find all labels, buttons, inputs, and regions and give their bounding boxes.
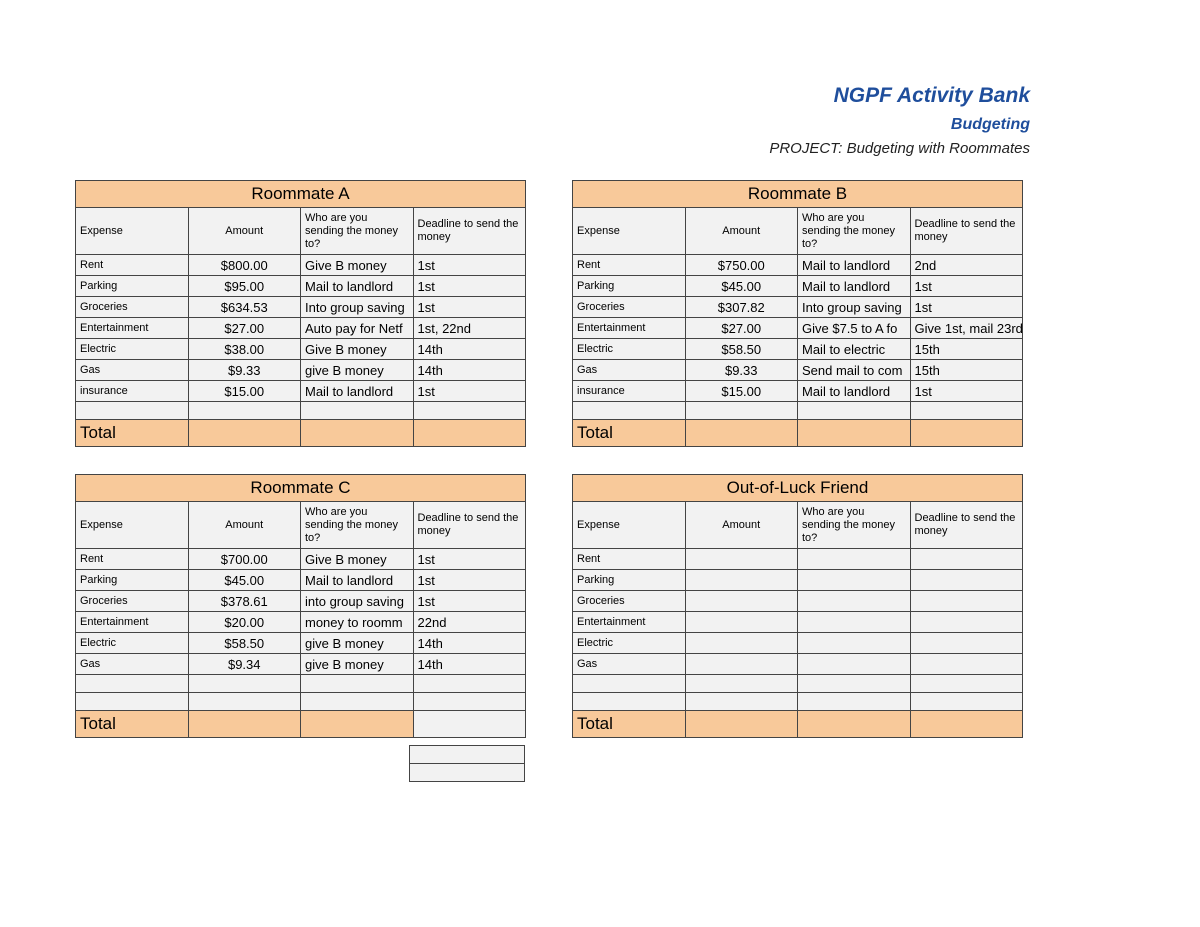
- total-cell[interactable]: [413, 420, 526, 447]
- recipient-cell[interactable]: Mail to landlord: [798, 276, 911, 297]
- table-title: Roommate A: [76, 181, 526, 208]
- expense-header: Expense: [76, 208, 189, 255]
- recipient-cell[interactable]: give B money: [301, 633, 414, 654]
- recipient-cell[interactable]: Mail to landlord: [301, 381, 414, 402]
- recipient-cell[interactable]: Give B money: [301, 549, 414, 570]
- roommate-a-table: [75, 180, 526, 447]
- deadline-cell[interactable]: 1st: [413, 297, 526, 318]
- amount-cell[interactable]: [685, 675, 798, 693]
- deadline-cell[interactable]: [910, 402, 1023, 420]
- table-row: [76, 633, 526, 654]
- expense-cell[interactable]: Gas: [573, 360, 686, 381]
- total-cell[interactable]: [798, 420, 911, 447]
- budget-table: [572, 474, 1023, 738]
- table-row: [573, 654, 1023, 675]
- amount-cell[interactable]: [188, 693, 301, 711]
- total-cell[interactable]: [685, 711, 798, 738]
- expense-cell[interactable]: Rent: [573, 255, 686, 276]
- total-cell[interactable]: [188, 711, 301, 738]
- deadline-header: Deadline to send the money: [910, 502, 1023, 549]
- total-cell[interactable]: [301, 711, 414, 738]
- expense-cell[interactable]: Gas: [573, 654, 686, 675]
- budget-table: [572, 180, 1023, 447]
- deadline-cell[interactable]: [910, 570, 1023, 591]
- table-title: Roommate B: [573, 181, 1023, 208]
- deadline-cell[interactable]: [910, 591, 1023, 612]
- table-row: [76, 612, 526, 633]
- expense-cell[interactable]: Gas: [76, 654, 189, 675]
- table-row: [573, 591, 1023, 612]
- table-row: [573, 339, 1023, 360]
- table-title: Roommate C: [76, 475, 526, 502]
- recipient-cell[interactable]: [798, 633, 911, 654]
- deadline-cell[interactable]: 14th: [413, 633, 526, 654]
- total-cell[interactable]: [413, 711, 526, 738]
- expense-header: Expense: [573, 208, 686, 255]
- recipient-cell[interactable]: Mail to landlord: [798, 381, 911, 402]
- deadline-cell[interactable]: 1st: [413, 255, 526, 276]
- expense-cell[interactable]: Groceries: [573, 591, 686, 612]
- amount-cell[interactable]: $700.00: [188, 549, 301, 570]
- recipient-cell[interactable]: [301, 675, 414, 693]
- deadline-cell[interactable]: 14th: [413, 339, 526, 360]
- expense-cell[interactable]: [76, 693, 189, 711]
- table-row: [573, 675, 1023, 693]
- amount-cell[interactable]: $800.00: [188, 255, 301, 276]
- expense-cell[interactable]: [76, 675, 189, 693]
- amount-cell[interactable]: $15.00: [188, 381, 301, 402]
- table-row: [76, 570, 526, 591]
- table-row: [76, 381, 526, 402]
- expense-cell[interactable]: [573, 675, 686, 693]
- table-row: [573, 318, 1023, 339]
- expense-cell[interactable]: insurance: [573, 381, 686, 402]
- amount-cell[interactable]: [685, 612, 798, 633]
- deadline-cell[interactable]: 1st: [413, 591, 526, 612]
- amount-cell[interactable]: $45.00: [685, 276, 798, 297]
- deadline-header: Deadline to send the money: [413, 502, 526, 549]
- amount-cell[interactable]: [188, 675, 301, 693]
- expense-cell[interactable]: Groceries: [76, 591, 189, 612]
- deadline-header: Deadline to send the money: [910, 208, 1023, 255]
- expense-cell[interactable]: Parking: [573, 570, 686, 591]
- deadline-cell[interactable]: [910, 612, 1023, 633]
- deadline-cell[interactable]: 14th: [413, 654, 526, 675]
- expense-cell[interactable]: Entertainment: [573, 318, 686, 339]
- amount-cell[interactable]: [685, 654, 798, 675]
- recipient-cell[interactable]: money to roomm: [301, 612, 414, 633]
- amount-cell[interactable]: $95.00: [188, 276, 301, 297]
- deadline-cell[interactable]: 1st: [910, 381, 1023, 402]
- amount-header: Amount: [188, 502, 301, 549]
- recipient-header: Who are you sending the money to?: [798, 502, 911, 549]
- out-of-luck-friend-table: [572, 474, 1023, 738]
- deadline-header: Deadline to send the money: [413, 208, 526, 255]
- recipient-cell[interactable]: [798, 570, 911, 591]
- recipient-cell[interactable]: into group saving: [301, 591, 414, 612]
- expense-header: Expense: [573, 502, 686, 549]
- amount-cell[interactable]: [685, 633, 798, 654]
- deadline-cell[interactable]: [910, 549, 1023, 570]
- expense-cell[interactable]: Electric: [76, 633, 189, 654]
- total-cell[interactable]: [910, 711, 1023, 738]
- table-row: [573, 570, 1023, 591]
- recipient-cell[interactable]: Give $7.5 to A fo: [798, 318, 911, 339]
- table-row: [573, 255, 1023, 276]
- total-cell[interactable]: [798, 711, 911, 738]
- deadline-cell[interactable]: [413, 402, 526, 420]
- expense-cell[interactable]: Entertainment: [76, 318, 189, 339]
- amount-cell[interactable]: $378.61: [188, 591, 301, 612]
- recipient-cell[interactable]: [798, 549, 911, 570]
- expense-cell[interactable]: [573, 402, 686, 420]
- expense-cell[interactable]: Electric: [573, 633, 686, 654]
- recipient-cell[interactable]: Into group saving: [798, 297, 911, 318]
- deadline-cell[interactable]: [413, 675, 526, 693]
- expense-cell[interactable]: Rent: [76, 255, 189, 276]
- expense-cell[interactable]: Groceries: [76, 297, 189, 318]
- deadline-cell[interactable]: [910, 693, 1023, 711]
- amount-header: Amount: [685, 208, 798, 255]
- amount-header: Amount: [685, 502, 798, 549]
- recipient-cell[interactable]: [301, 402, 414, 420]
- total-cell[interactable]: [188, 420, 301, 447]
- table-row: [573, 297, 1023, 318]
- total-label: Total: [573, 420, 686, 447]
- table-row: [573, 402, 1023, 420]
- expense-cell[interactable]: Parking: [76, 276, 189, 297]
- table-row: [573, 276, 1023, 297]
- amount-cell[interactable]: $307.82: [685, 297, 798, 318]
- amount-cell[interactable]: [685, 570, 798, 591]
- table-row: [76, 297, 526, 318]
- total-cell[interactable]: [301, 420, 414, 447]
- expense-cell[interactable]: Rent: [573, 549, 686, 570]
- amount-cell[interactable]: [685, 591, 798, 612]
- recipient-cell[interactable]: Send mail to com: [798, 360, 911, 381]
- expense-cell[interactable]: Rent: [76, 549, 189, 570]
- amount-cell[interactable]: $38.00: [188, 339, 301, 360]
- deadline-cell[interactable]: [910, 633, 1023, 654]
- table-row: [76, 276, 526, 297]
- amount-cell[interactable]: $27.00: [188, 318, 301, 339]
- expense-cell[interactable]: Entertainment: [76, 612, 189, 633]
- budget-table: [75, 474, 526, 738]
- total-cell[interactable]: [685, 420, 798, 447]
- table-row: [76, 591, 526, 612]
- deadline-cell[interactable]: 14th: [413, 360, 526, 381]
- amount-cell[interactable]: $27.00: [685, 318, 798, 339]
- roommate-c-table: [75, 474, 526, 738]
- deadline-cell[interactable]: 1st: [413, 570, 526, 591]
- table-row: [76, 360, 526, 381]
- deadline-cell[interactable]: 1st: [413, 381, 526, 402]
- expense-cell[interactable]: Gas: [76, 360, 189, 381]
- amount-cell[interactable]: $9.34: [188, 654, 301, 675]
- budget-table: [75, 180, 526, 447]
- table-title: Out-of-Luck Friend: [573, 475, 1023, 502]
- deadline-cell[interactable]: 1st: [910, 297, 1023, 318]
- activity-bank-title: NGPF Activity Bank: [833, 84, 1030, 107]
- amount-cell[interactable]: [685, 549, 798, 570]
- amount-header: Amount: [188, 208, 301, 255]
- recipient-cell[interactable]: [301, 693, 414, 711]
- deadline-cell[interactable]: Give 1st, mail 23rd: [910, 318, 1023, 339]
- roommate-b-table: [572, 180, 1023, 447]
- amount-cell[interactable]: $9.33: [188, 360, 301, 381]
- expense-cell[interactable]: [573, 693, 686, 711]
- amount-cell[interactable]: $45.00: [188, 570, 301, 591]
- table-row: [573, 633, 1023, 654]
- total-label: Total: [76, 711, 189, 738]
- recipient-cell[interactable]: Auto pay for Netf: [301, 318, 414, 339]
- deadline-cell[interactable]: 22nd: [413, 612, 526, 633]
- deadline-cell[interactable]: 1st: [413, 549, 526, 570]
- amount-cell[interactable]: $634.53: [188, 297, 301, 318]
- recipient-cell[interactable]: [798, 612, 911, 633]
- recipient-cell[interactable]: Mail to landlord: [798, 255, 911, 276]
- topic-subtitle: Budgeting: [950, 116, 1030, 133]
- deadline-cell[interactable]: 1st: [910, 276, 1023, 297]
- amount-cell[interactable]: $20.00: [188, 612, 301, 633]
- expense-cell[interactable]: insurance: [76, 381, 189, 402]
- empty-cell[interactable]: [410, 746, 525, 764]
- table-row: [76, 339, 526, 360]
- recipient-cell[interactable]: Mail to electric: [798, 339, 911, 360]
- expense-cell[interactable]: Parking: [573, 276, 686, 297]
- expense-header: Expense: [76, 502, 189, 549]
- amount-cell[interactable]: $58.50: [685, 339, 798, 360]
- expense-cell[interactable]: Parking: [76, 570, 189, 591]
- table-row: [573, 360, 1023, 381]
- recipient-cell[interactable]: Mail to landlord: [301, 276, 414, 297]
- recipient-cell[interactable]: [798, 654, 911, 675]
- expense-cell[interactable]: Electric: [573, 339, 686, 360]
- table-row: [573, 612, 1023, 633]
- amount-cell[interactable]: $58.50: [188, 633, 301, 654]
- table-row: [573, 693, 1023, 711]
- recipient-cell[interactable]: give B money: [301, 654, 414, 675]
- deadline-cell[interactable]: 2nd: [910, 255, 1023, 276]
- table-row: [76, 654, 526, 675]
- table-row: [76, 318, 526, 339]
- deadline-cell[interactable]: [910, 654, 1023, 675]
- table-row: [573, 549, 1023, 570]
- recipient-cell[interactable]: [798, 402, 911, 420]
- empty-cell[interactable]: [410, 764, 525, 782]
- table-row: [76, 693, 526, 711]
- amount-cell[interactable]: $9.33: [685, 360, 798, 381]
- deadline-cell[interactable]: [413, 693, 526, 711]
- recipient-header: Who are you sending the money to?: [798, 208, 911, 255]
- expense-cell[interactable]: [76, 402, 189, 420]
- deadline-cell[interactable]: 15th: [910, 339, 1023, 360]
- recipient-cell[interactable]: Mail to landlord: [301, 570, 414, 591]
- total-cell[interactable]: [910, 420, 1023, 447]
- amount-cell[interactable]: [188, 402, 301, 420]
- amount-cell[interactable]: $15.00: [685, 381, 798, 402]
- table-row: [76, 675, 526, 693]
- table-row: [76, 255, 526, 276]
- expense-cell[interactable]: Groceries: [573, 297, 686, 318]
- deadline-cell[interactable]: 1st: [413, 276, 526, 297]
- table-row: [76, 549, 526, 570]
- project-title: PROJECT: Budgeting with Roommates: [769, 140, 1030, 157]
- recipient-cell[interactable]: Into group saving: [301, 297, 414, 318]
- recipient-cell[interactable]: [798, 675, 911, 693]
- deadline-cell[interactable]: 1st, 22nd: [413, 318, 526, 339]
- total-label: Total: [573, 711, 686, 738]
- recipient-cell[interactable]: Give B money: [301, 255, 414, 276]
- amount-cell[interactable]: [685, 693, 798, 711]
- recipient-cell[interactable]: [798, 693, 911, 711]
- expense-cell[interactable]: Entertainment: [573, 612, 686, 633]
- table-row: [76, 402, 526, 420]
- recipient-header: Who are you sending the money to?: [301, 208, 414, 255]
- table-row: [573, 381, 1023, 402]
- deadline-cell[interactable]: 15th: [910, 360, 1023, 381]
- expense-cell[interactable]: Electric: [76, 339, 189, 360]
- total-label: Total: [76, 420, 189, 447]
- amount-cell[interactable]: $750.00: [685, 255, 798, 276]
- recipient-cell[interactable]: [798, 591, 911, 612]
- recipient-header: Who are you sending the money to?: [301, 502, 414, 549]
- extra-deadline-cells: [409, 745, 525, 782]
- recipient-cell[interactable]: give B money: [301, 360, 414, 381]
- deadline-cell[interactable]: [910, 675, 1023, 693]
- recipient-cell[interactable]: Give B money: [301, 339, 414, 360]
- amount-cell[interactable]: [685, 402, 798, 420]
